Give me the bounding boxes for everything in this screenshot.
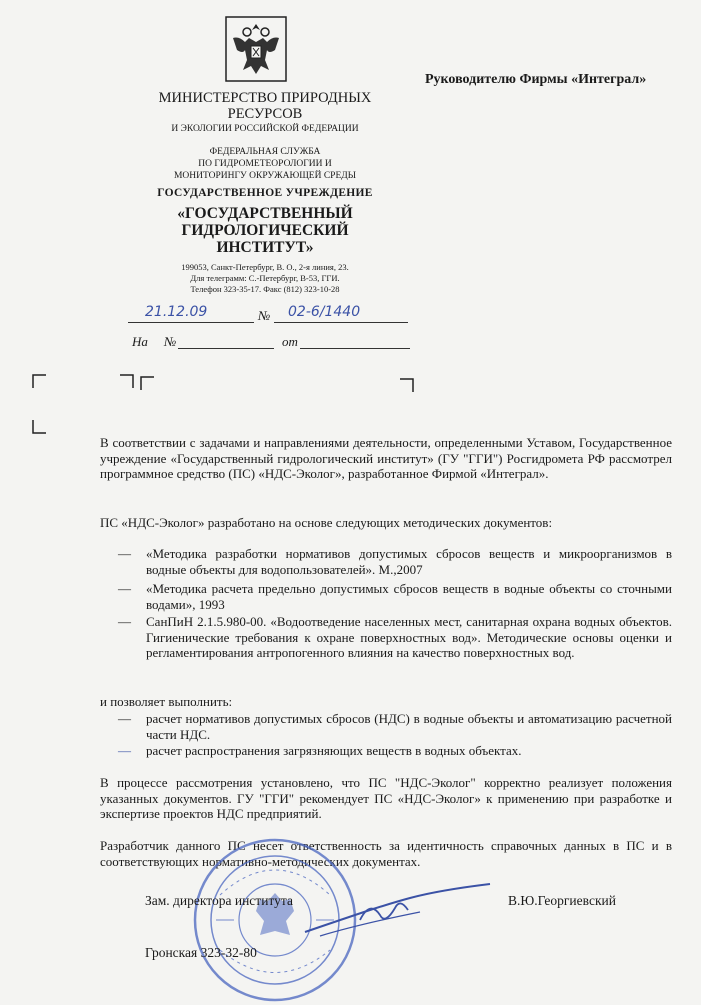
corner-mark-top-left-inner	[140, 376, 154, 390]
document-bullet-1: —	[118, 546, 131, 561]
signer-title: Зам. директора института	[145, 893, 293, 908]
federal-line-2: ПО ГИДРОМЕТЕОРОЛОГИИ И	[198, 159, 332, 169]
reply-number-underline	[178, 348, 274, 349]
date-underline	[128, 322, 254, 323]
registration-number-label: №	[258, 308, 271, 323]
corner-mark-bottom-left	[32, 420, 46, 434]
corner-mark-top-right-inner	[120, 374, 134, 388]
registration-date: 21.12.09	[145, 304, 208, 320]
institution-line-2: ГИДРОЛОГИЧЕСКИЙ	[181, 222, 349, 239]
federal-line-3: МОНИТОРИНГУ ОКРУЖАЮЩЕЙ СРЕДЫ	[173, 171, 357, 181]
coat-of-arms-icon	[225, 16, 287, 82]
reply-to-number-label: №	[164, 334, 177, 349]
institution-type: ГОСУДАРСТВЕННОЕ УЧРЕЖДЕНИЕ	[157, 187, 373, 199]
ministry-name: МИНИСТЕРСТВО ПРИРОДНЫХ РЕСУРСОВ	[158, 90, 372, 122]
capability-item-1: расчет нормативов допустимых сбросов (НДС) в водные объекты и автоматизацию расчетной части НДС.	[146, 711, 672, 742]
intro-paragraph: В соответствии с задачами и направлениями деятельности, определенными Уставом, Государственное учреждение «Государственный гидрологический институт» (ГУ "ГГИ") Росгидромета РФ рассмотрел программное средство (ПС) «НДС-Эколог», разработанное Фирмой «Интеграл».	[100, 435, 672, 481]
institution-line-1: «ГОСУДАРСТВЕННЫЙ	[177, 205, 353, 222]
reply-to-label: На	[132, 334, 148, 349]
responsibility-paragraph: Разработчик данного ПС несет ответственность за идентичность справочных данных в ПС и в соответствующих нормативно-методических документах.	[100, 838, 672, 869]
document-bullet-2: —	[118, 581, 131, 596]
address-line-3: Телефон 323-35-17. Факс (812) 323-10-28	[190, 284, 340, 294]
capability-bullet-2: —	[118, 743, 131, 758]
document-bullet-3: —	[118, 614, 131, 629]
capability-bullet-1: —	[118, 711, 131, 726]
address-line-1: 199053, Санкт-Петербург, В. О., 2-я линия, 23.	[181, 262, 349, 272]
institution-line-3: ИНСТИТУТ»	[216, 239, 314, 256]
handwritten-signature-icon	[300, 880, 500, 940]
corner-mark-top-left	[32, 374, 46, 388]
addressee: Руководителю Фирмы «Интеграл»	[425, 72, 647, 87]
federal-service	[150, 146, 380, 182]
ministry-subtitle: И ЭКОЛОГИИ РОССИЙСКОЙ ФЕДЕРАЦИИ	[171, 124, 359, 134]
federal-line-1: ФЕДЕРАЛЬНАЯ СЛУЖБА	[209, 147, 321, 157]
capability-item-2: расчет распространения загрязняющих веществ в водных объектах.	[146, 743, 522, 758]
document-item-1: «Методика разработки нормативов допустимых сбросов веществ и микроорганизмов в водные объекты для водопользователей». М.,2007	[146, 546, 672, 577]
reply-date-underline	[300, 348, 410, 349]
reply-date-label: от	[282, 334, 298, 349]
number-underline	[274, 322, 408, 323]
corner-mark-top-right	[400, 378, 414, 392]
conclusion-paragraph: В процессе рассмотрения установлено, что ПС "НДС-Эколог" корректно реализует положения указанных документов. ГУ "ГГИ" рекомендует ПС «НДС-Эколог» к применению при разработке и экспертизе проектов НДС предприятий.	[100, 775, 672, 821]
basis-paragraph: ПС «НДС-Эколог» разработано на основе следующих методических документов:	[100, 515, 553, 530]
document-item-2: «Методика расчета предельно допустимых сбросов веществ в водные объекты со сточными водами», 1993	[146, 581, 672, 612]
contact-person: Гронская 323-32-80	[145, 945, 257, 960]
institution-name	[150, 205, 380, 256]
allows-paragraph: и позволяет выполнить:	[100, 694, 233, 709]
address-line-2: Для телеграмм: С.-Петербург, В-53, ГГИ.	[190, 273, 340, 283]
signer-name: В.Ю.Георгиевский	[508, 893, 616, 908]
registration-number: 02-6/1440	[288, 304, 361, 320]
institution-address	[150, 262, 380, 295]
document-item-3: СанПиН 2.1.5.980-00. «Водоотведение населенных мест, санитарная охрана водных объектов. Гигиенические требования к охране поверхностных вод». Методические основы оценки и регламентирования антропогенного влияния на качество поверхностных вод.	[146, 614, 672, 660]
